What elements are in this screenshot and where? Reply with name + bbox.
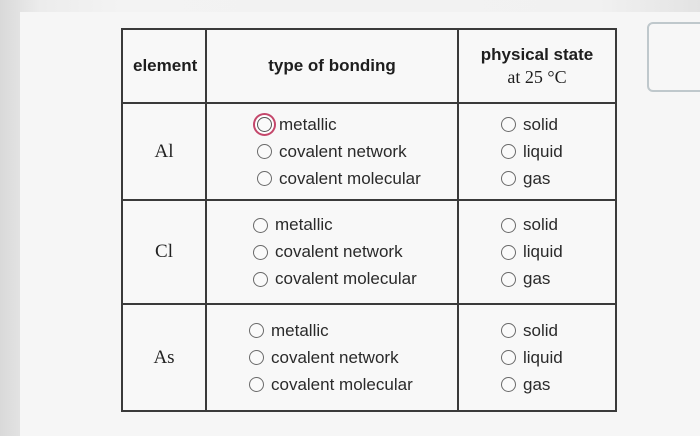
state-option-liquid[interactable] — [501, 141, 615, 162]
table-row — [122, 304, 616, 411]
state-option-gas[interactable] — [501, 168, 615, 189]
radio-button[interactable] — [501, 117, 516, 132]
state-option-solid[interactable] — [501, 114, 615, 135]
state-option-solid[interactable] — [501, 320, 615, 341]
table-row — [122, 200, 616, 304]
header-row — [122, 29, 616, 103]
radio-button[interactable] — [249, 323, 264, 338]
option-label: solid — [523, 320, 558, 340]
option-label: liquid — [523, 141, 563, 161]
option-label: covalent molecular — [279, 168, 421, 188]
header-state-line1: physical state — [480, 45, 594, 64]
radio-button[interactable] — [257, 117, 272, 132]
bonding-option-covalent-molecular[interactable] — [253, 269, 457, 290]
radio-button[interactable] — [501, 218, 516, 233]
option-label: liquid — [523, 347, 563, 367]
bonding-table — [121, 28, 617, 412]
state-option-gas[interactable] — [501, 269, 615, 290]
option-label: covalent molecular — [271, 374, 413, 394]
element-cell: As — [122, 304, 206, 411]
bonding-option-metallic[interactable] — [249, 320, 457, 341]
radio-button[interactable] — [249, 377, 264, 392]
option-label: metallic — [279, 114, 337, 134]
radio-button[interactable] — [501, 144, 516, 159]
state-option-liquid[interactable] — [501, 242, 615, 263]
option-label: liquid — [523, 242, 563, 261]
radio-button[interactable] — [501, 272, 516, 287]
option-label: gas — [523, 269, 551, 288]
radio-button[interactable] — [501, 377, 516, 392]
radio-button[interactable] — [249, 350, 264, 365]
bonding-options-cell — [206, 304, 458, 411]
option-label: covalent network — [271, 347, 399, 367]
state-option-liquid[interactable] — [501, 347, 615, 368]
option-label: covalent molecular — [275, 269, 417, 288]
bonding-option-covalent-network[interactable] — [257, 141, 457, 162]
element-cell: Cl — [122, 200, 206, 304]
bonding-option-covalent-network[interactable] — [249, 347, 457, 368]
radio-button[interactable] — [257, 171, 272, 186]
radio-button[interactable] — [501, 350, 516, 365]
option-label: covalent network — [279, 141, 407, 161]
state-options-cell — [458, 304, 616, 411]
header-bonding: type of bonding — [206, 29, 458, 103]
state-option-solid[interactable] — [501, 215, 615, 236]
option-label: metallic — [271, 320, 329, 340]
radio-button[interactable] — [253, 218, 268, 233]
option-label: gas — [523, 374, 551, 394]
option-label: solid — [523, 215, 558, 234]
radio-button[interactable] — [501, 171, 516, 186]
table-row — [122, 103, 616, 200]
state-option-gas[interactable] — [501, 374, 615, 395]
bonding-option-covalent-molecular[interactable] — [257, 168, 457, 189]
radio-button[interactable] — [501, 245, 516, 260]
header-physical-state — [458, 29, 616, 103]
state-options-cell — [458, 200, 616, 304]
element-cell: Al — [122, 103, 206, 200]
bonding-option-covalent-network[interactable] — [253, 242, 457, 263]
radio-button[interactable] — [253, 272, 268, 287]
header-element: element — [122, 29, 206, 103]
header-state-line2: at 25 °C — [507, 67, 567, 87]
radio-button[interactable] — [253, 245, 268, 260]
bonding-option-metallic[interactable] — [253, 215, 457, 236]
bonding-option-metallic[interactable] — [257, 114, 457, 135]
bonding-option-covalent-molecular[interactable] — [249, 374, 457, 395]
option-label: solid — [523, 114, 558, 134]
option-label: metallic — [275, 215, 333, 234]
option-label: gas — [523, 168, 551, 188]
radio-button[interactable] — [501, 323, 516, 338]
bonding-options-cell — [206, 103, 458, 200]
answer-box[interactable] — [647, 22, 700, 92]
option-label: covalent network — [275, 242, 403, 261]
radio-button[interactable] — [257, 144, 272, 159]
bonding-options-cell — [206, 200, 458, 304]
state-options-cell — [458, 103, 616, 200]
